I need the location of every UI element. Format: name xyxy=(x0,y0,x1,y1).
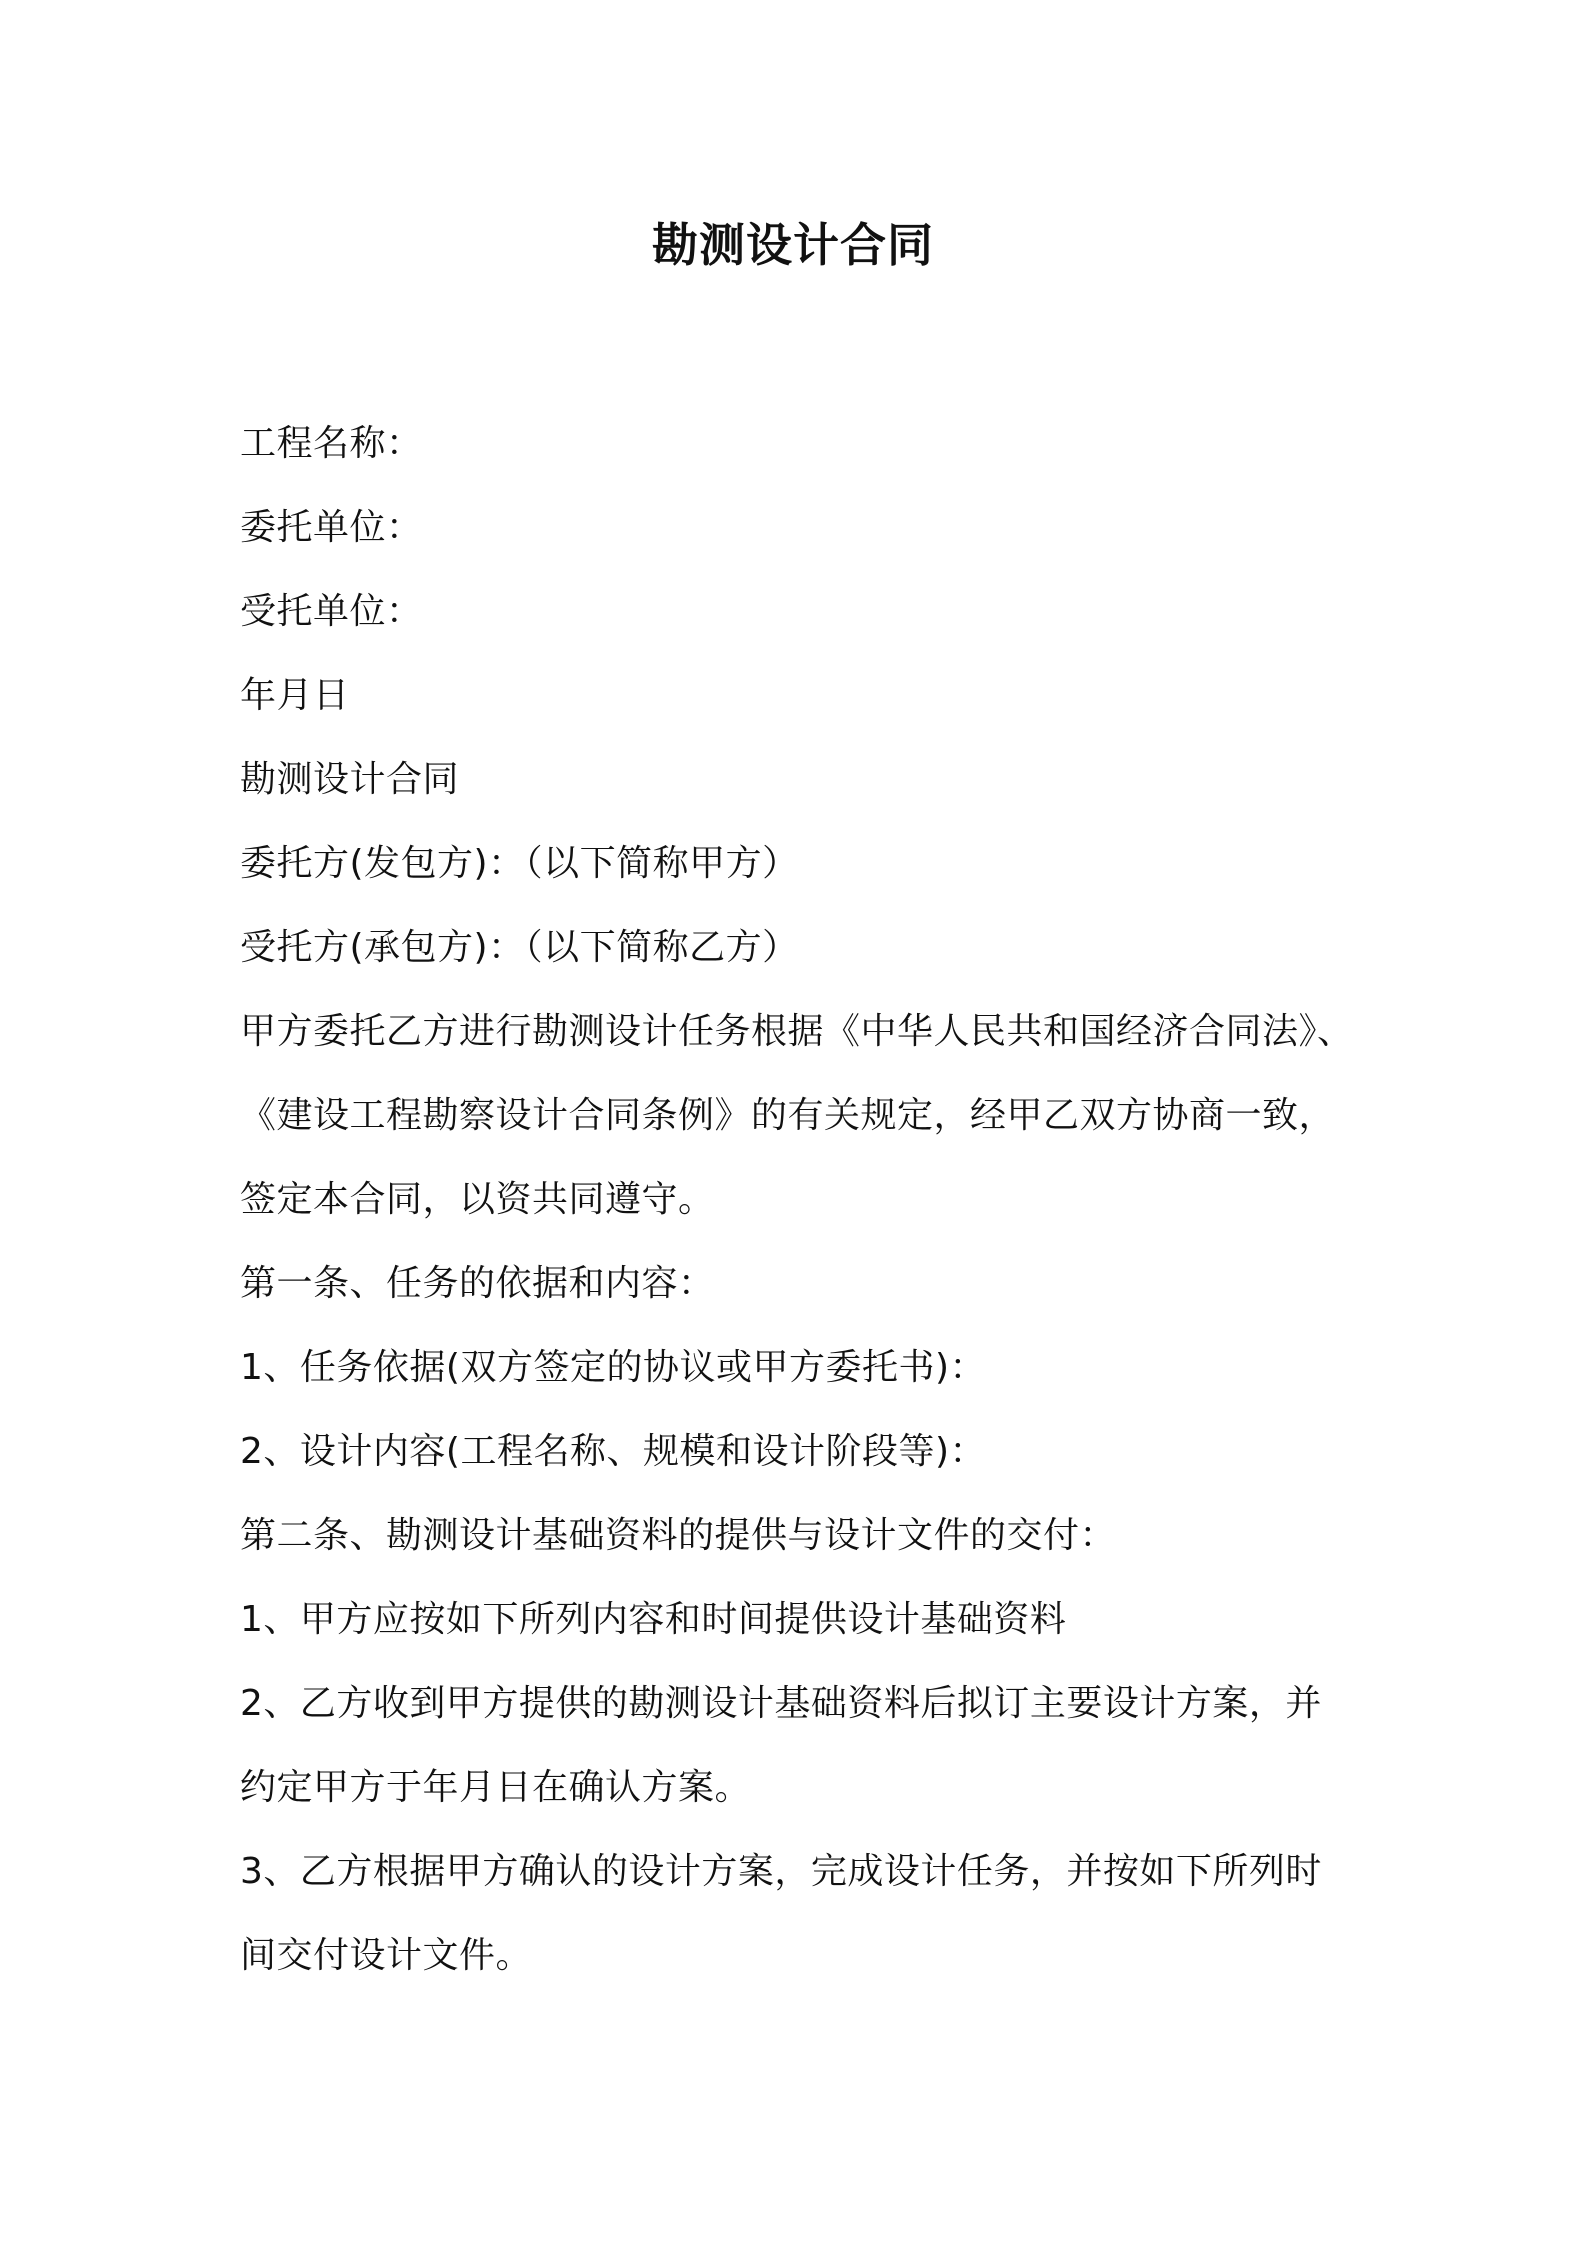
document-body xyxy=(240,402,1360,1998)
article-heading: 第一条、任务的依据和内容： xyxy=(240,1263,715,1304)
party-b-line: 受托方(承包方)：（以下简称乙方） xyxy=(240,927,799,968)
clause-line: 1、甲方应按如下所列内容和时间提供设计基础资料 xyxy=(240,1599,1067,1640)
clause-line: 2、设计内容(工程名称、规模和设计阶段等)： xyxy=(240,1431,986,1472)
paragraph-line: 签定本合同，以资共同遵守。 xyxy=(240,1179,715,1220)
clause-line: 2、乙方收到甲方提供的勘测设计基础资料后拟订主要设计方案，并 xyxy=(240,1683,1322,1724)
section-heading: 勘测设计合同 xyxy=(240,759,460,800)
article-heading: 第二条、勘测设计基础资料的提供与设计文件的交付： xyxy=(240,1515,1117,1556)
paragraph-line: 甲方委托乙方进行勘测设计任务根据《中华人民共和国经济合同法》、 xyxy=(240,1011,1354,1052)
field-date: 年月日 xyxy=(240,675,350,716)
clause-line: 间交付设计文件。 xyxy=(240,1935,533,1976)
field-project-name: 工程名称： xyxy=(240,423,423,464)
clause-line: 1、任务依据(双方签定的协议或甲方委托书)： xyxy=(240,1347,986,1388)
clause-line: 约定甲方于年月日在确认方案。 xyxy=(240,1767,752,1808)
field-client: 委托单位： xyxy=(240,507,423,548)
document-title: 勘测设计合同 xyxy=(652,218,934,272)
field-contractor: 受托单位： xyxy=(240,591,423,632)
party-a-line: 委托方(发包方)：（以下简称甲方） xyxy=(240,843,799,884)
paragraph-line: 《建设工程勘察设计合同条例》的有关规定，经甲乙双方协商一致， xyxy=(240,1095,1336,1136)
clause-line: 3、乙方根据甲方确认的设计方案，完成设计任务，并按如下所列时 xyxy=(240,1851,1322,1892)
